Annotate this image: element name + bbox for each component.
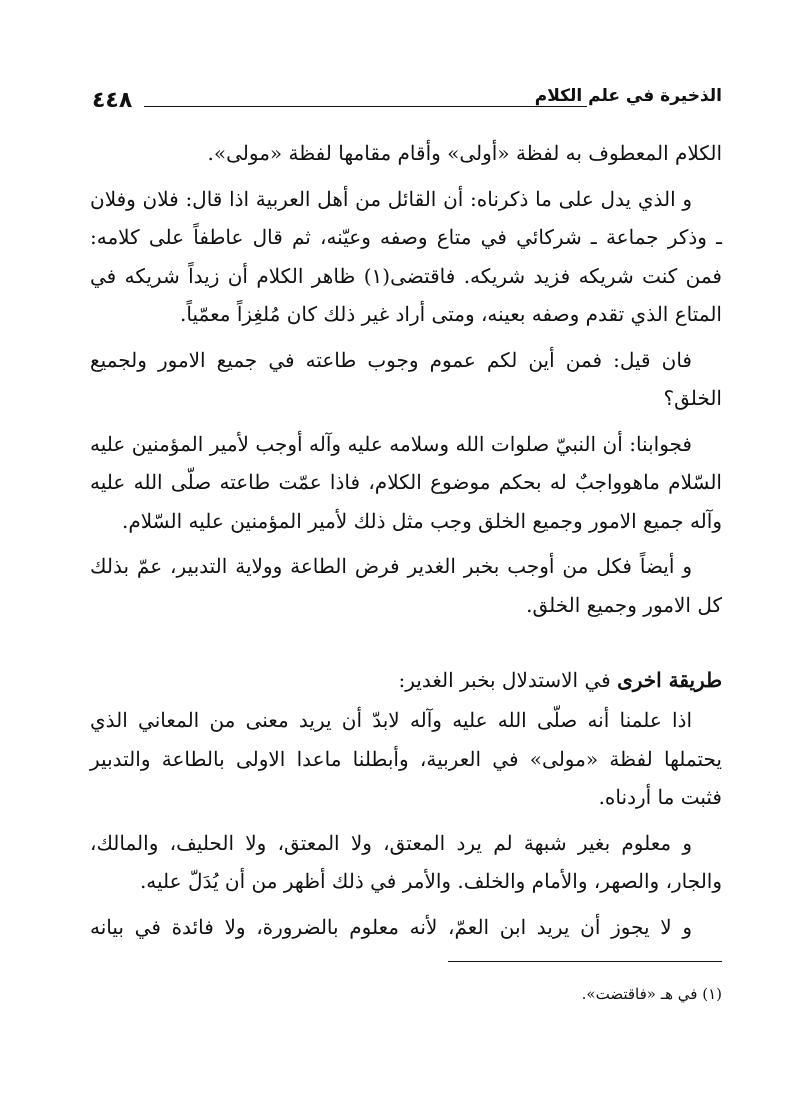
paragraph: و الذي يدل على ما ذكرناه: أن القائل من أهل العربية اذا قال: فلان وفلان ـ وذكر جماعة ـ شركائي في متاع وصفه وعيّنه، ثم قال عاطفاً على كلامه: فمن كنت شريكه فزيد شريكه. فاقتضى(١) ظاهر الكلام أن زيداً شريكه في المتاع الذي تقدم وصفه بعينه، ومتى أراد غير ذلك كان مُلغِزاً معمّياً. [90,186,722,326]
footnote: (١) في هـ «فاقتضت». [581,985,722,1003]
paragraph: و معلوم بغير شبهة لم يرد المعتق، ولا المعتق، ولا الحليف، والمالك، والجار، والصهر، والأمام والخلف. والأمر في ذلك أظهر من أن يُدَلّ عليه. [90,830,722,893]
paragraph: فجوابنا: أن النبيّ صلوات الله وسلامه عليه وآله أوجب لأمير المؤمنين عليه السّلام ماهوواجبٌ له بحكم موضوع الكلام، فاذا عمّت طاعته صلّى الله عليه وآله جميع الامور وجميع الخلق وجب مثل ذلك لأمير المؤمنين عليه السّلام. [90,431,722,533]
section-heading [90,661,722,699]
header-rule [144,106,587,107]
paragraph: فان قيل: فمن أين لكم عموم وجوب طاعته في جميع الامور ولجميع الخلق؟ [90,347,722,410]
paragraph: اذا علمنا أنه صلّى الله عليه وآله لابدّ أن يريد معنى من المعاني الذي يحتملها لفظة «مولى» في العربية، وأبطلنا ماعدا الاولى بالطاعة والتدبير فثبت ما أردناه. [90,708,722,809]
paragraph: و لا يجوز أن يريد ابن العمّ، لأنه معلوم بالضرورة، ولا فائدة في بيانه [90,914,692,939]
running-title: الذخيرة في علم الكلام [534,86,722,106]
paragraph: و أيضاً فكل من أوجب بخبر الغدير فرض الطاعة وولاية التدبير، عمّ بذلك كل الامور وجميع الخلق. [90,554,722,617]
page-number: ٤٤٨ [92,88,133,113]
page-body [90,134,722,953]
section-heading-rest: في الاستدلال بخبر الغدير: [398,668,611,692]
section-heading-bold: طريقة اخرى [617,668,722,692]
section-gap [90,631,722,661]
paragraph: الكلام المعطوف به لفظة «أولى» وأقام مقامها لفظة «مولى». [207,141,722,165]
footnote-rule [448,961,722,962]
page-header [92,86,722,122]
